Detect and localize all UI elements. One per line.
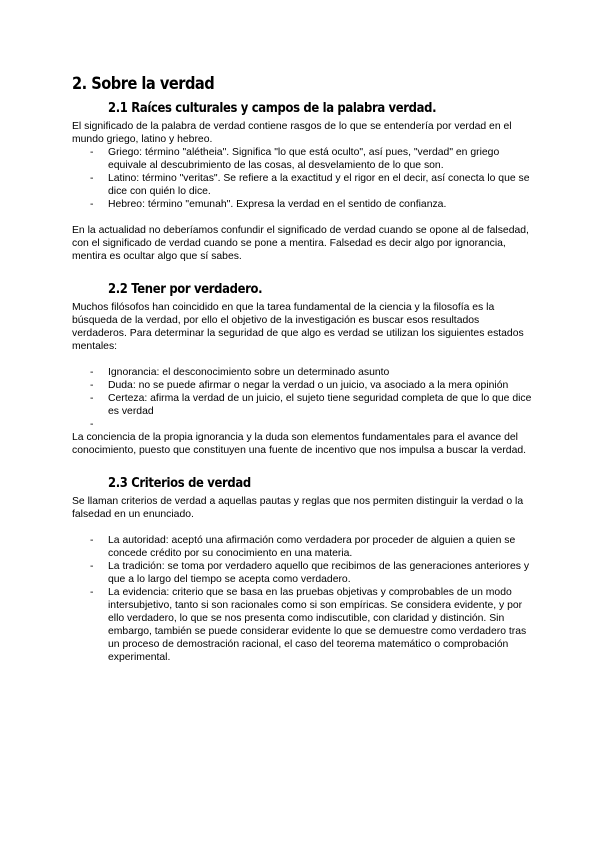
subsection-heading-2-1: 2.1 Raíces culturales y campos de la palabra verdad. <box>108 100 437 116</box>
subsection-heading-2-3: 2.3 Criterios de verdad <box>108 475 251 491</box>
list-item: - Griego: término "alétheia". Significa "lo que está oculto", así pues, "verdad" en griego equivale al descubrimiento de las cosas, al desvelamiento de lo que son. <box>90 147 500 171</box>
list-mental-states <box>72 366 534 431</box>
list-item: - La tradición: se toma por verdadero aquello que recibimos de las generaciones anteriores y que a lo largo del tiempo se acepta como verdadero. <box>90 561 530 585</box>
paragraph-2-1-second: En la actualidad no deberíamos confundir el significado de verdad cuando se opone al de falsedad, con el significado de verdad cuando se pone a mentira. Falsedad es decir algo por ignorancia, mentira es ocultar algo que sí sabes. <box>72 225 529 262</box>
list-item: - Hebreo: término "emunah". Expresa la verdad en el sentido de confianza. <box>90 199 447 210</box>
list-item: - Duda: no se puede afirmar o negar la verdad o un juicio, va asociado a la mera opinión <box>90 380 509 391</box>
list-item: - Latino: término "veritas". Se refiere a la exactitud y el rigor en el decir, así conecta lo que se dice con quién lo dice. <box>90 173 530 197</box>
list-item: - Certeza: afirma la verdad de un juicio, el sujeto tiene seguridad completa de que lo que dice es verdad <box>90 393 532 417</box>
list-item: - La autoridad: aceptó una afirmación como verdadera por proceder de alguien a quien se concede crédito por su conocimiento en una materia. <box>90 535 516 559</box>
paragraph-2-2-second: La conciencia de la propia ignorancia y la duda son elementos fundamentales para el avance del conocimiento, puesto que constituyen una fuente de incentivo que nos impulsa a buscar la verdad. <box>72 432 527 456</box>
section-title: 2. Sobre la verdad <box>72 74 215 94</box>
list-item: - La evidencia: criterio que se basa en las pruebas objetivas y comprobables de un modo intersubjetivo, tanto si son racionales como si son empíricas. Se considera evidente, y por ello verdadero, lo que se nos presenta como indiscutible, con claridad y distinción. Sin embargo, también se puede considerar evidente lo que se demuestre como verdadero tras un proceso de demostración racional, el caso del teorema matemático o comprobación experimental. <box>90 587 527 663</box>
paragraph-intro-2-3: Se llaman criterios de verdad a aquellas pautas y reglas que nos permiten distinguir la verdad o la falsedad en un enunciado. <box>72 496 524 520</box>
document-content <box>72 74 534 664</box>
list-languages <box>72 146 534 211</box>
subsection-heading-2-2: 2.2 Tener por verdadero. <box>108 281 263 297</box>
paragraph-intro-2-2: Muchos filósofos han coincidido en que la tarea fundamental de la ciencia y la filosofía es la búsqueda de la verdad, por ello el objetivo de la investigación es buscar esos resultados verdaderos. Para determinar la seguridad de que algo es verdad se utilizan los siguientes estados mentales: <box>72 302 524 352</box>
list-item-empty: - <box>90 419 94 430</box>
list-item: - Ignorancia: el desconocimiento sobre un determinado asunto <box>90 367 390 378</box>
paragraph-intro-2-1: El significado de la palabra de verdad contiene rasgos de lo que se entendería por verdad en el mundo griego, latino y hebreo. <box>72 121 512 145</box>
list-truth-criteria <box>72 534 534 664</box>
